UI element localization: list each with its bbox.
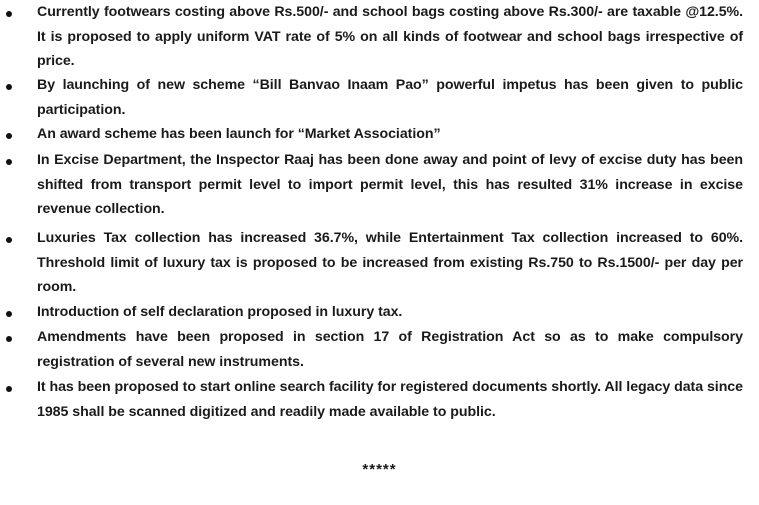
list-item-text: It has been proposed to start online search facility for registered documents shortly. All legacy data since 1985 shall be scanned digitized and readily made available to public. (37, 379, 743, 420)
end-marker: ***** (362, 461, 397, 478)
list-item-text: Amendments have been proposed in section 17 of Registration Act so as to make compulsory registration of several new instruments. (37, 329, 743, 370)
bullet-icon (6, 159, 12, 165)
list-item-text: By launching of new scheme “Bill Banvao Inaam Pao” powerful impetus has been given to public participation. (37, 77, 743, 118)
bullet-icon (6, 133, 12, 139)
list-item-text: In Excise Department, the Inspector Raaj has been done away and point of levy of excise duty has been shifted from transport permit level to import permit level, this has resulted 31% increase in excise revenue collection. (37, 152, 743, 217)
list-item-text: An award scheme has been launch for “Market Association” (37, 126, 441, 142)
bullet-icon (6, 336, 12, 342)
bullet-icon (6, 386, 12, 392)
bullet-icon (6, 237, 12, 243)
bullet-icon (6, 311, 12, 317)
list-item-text: Currently footwears costing above Rs.500/- and school bags costing above Rs.300/- are taxable @12.5%. It is proposed to apply uniform VAT rate of 5% on all kinds of footwear and school bags irrespective of price. (37, 4, 743, 69)
list-item-text: Luxuries Tax collection has increased 36.7%, while Entertainment Tax collection increased to 60%. Threshold limit of luxury tax is proposed to be increased from existing Rs.750 to Rs.1500/- per day per room. (37, 230, 743, 295)
bullet-icon (6, 11, 12, 17)
bullet-icon (6, 84, 12, 90)
list-item-text: Introduction of self declaration proposed in luxury tax. (37, 304, 403, 320)
